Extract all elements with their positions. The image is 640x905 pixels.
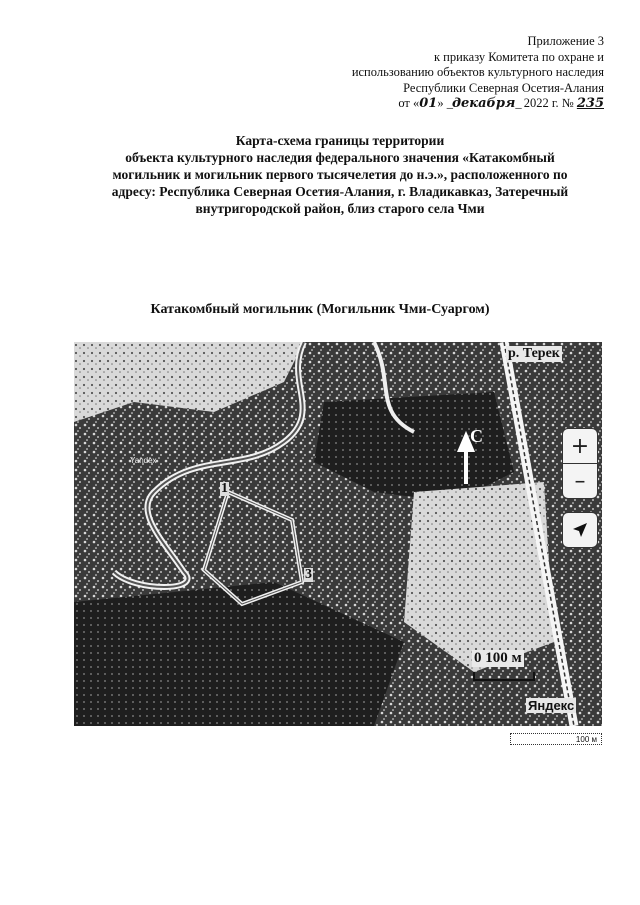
map-imagery — [74, 342, 602, 726]
date-month: декабря — [451, 96, 516, 111]
river-label: р. Терек — [508, 346, 560, 361]
yandex-watermark-small: Yandex — [130, 456, 157, 465]
north-arrow-label: С — [470, 426, 483, 446]
map-scale-label: 0 100 м — [474, 650, 522, 666]
title-line-4: адресу: Республика Северная Осетия-Алания, г. Владикавказ, Затеречный — [111, 184, 569, 199]
date-mid: » — [437, 96, 444, 110]
title-line-1: Карта-схема границы территории — [235, 133, 445, 148]
map-scalebar-small: 100 м — [510, 733, 602, 745]
document-title — [60, 132, 620, 217]
zoom-in-button[interactable]: + — [562, 428, 598, 464]
boundary-point-1: 1 — [221, 481, 228, 496]
date-prefix: от « — [398, 96, 420, 110]
appendix-republic: Республики Северная Осетия-Алания — [403, 80, 604, 95]
zoom-out-button[interactable]: – — [562, 463, 598, 499]
appendix-title: Приложение 3 — [527, 34, 604, 48]
date-suffix: 2022 г. № — [523, 96, 574, 110]
appendix-header — [352, 34, 604, 112]
date-day: 01 — [419, 96, 438, 111]
satellite-map[interactable] — [74, 342, 602, 726]
boundary-point-3: 3 — [305, 567, 312, 582]
appendix-committee: использованию объектов культурного наследия — [351, 65, 604, 79]
locate-button[interactable] — [562, 512, 598, 548]
map-caption: Катакомбный могильник (Могильник Чми-Суаргом) — [150, 302, 490, 317]
title-line-2: объекта культурного наследия федерального значения «Катакомбный — [125, 150, 555, 165]
appendix-date-line: от «01» _декабря_ 2022 г. № 235 — [398, 96, 604, 111]
order-number: 235 — [576, 96, 604, 111]
navigation-arrow-icon — [571, 521, 589, 539]
title-line-3: могильник и могильник первого тысячелетия до н.э.», расположенного по — [112, 167, 568, 182]
title-line-5: внутригородской район, близ старого села Чми — [195, 201, 485, 216]
yandex-logo: Яндекс — [528, 698, 575, 713]
appendix-order: к приказу Комитета по охране и — [433, 49, 604, 64]
